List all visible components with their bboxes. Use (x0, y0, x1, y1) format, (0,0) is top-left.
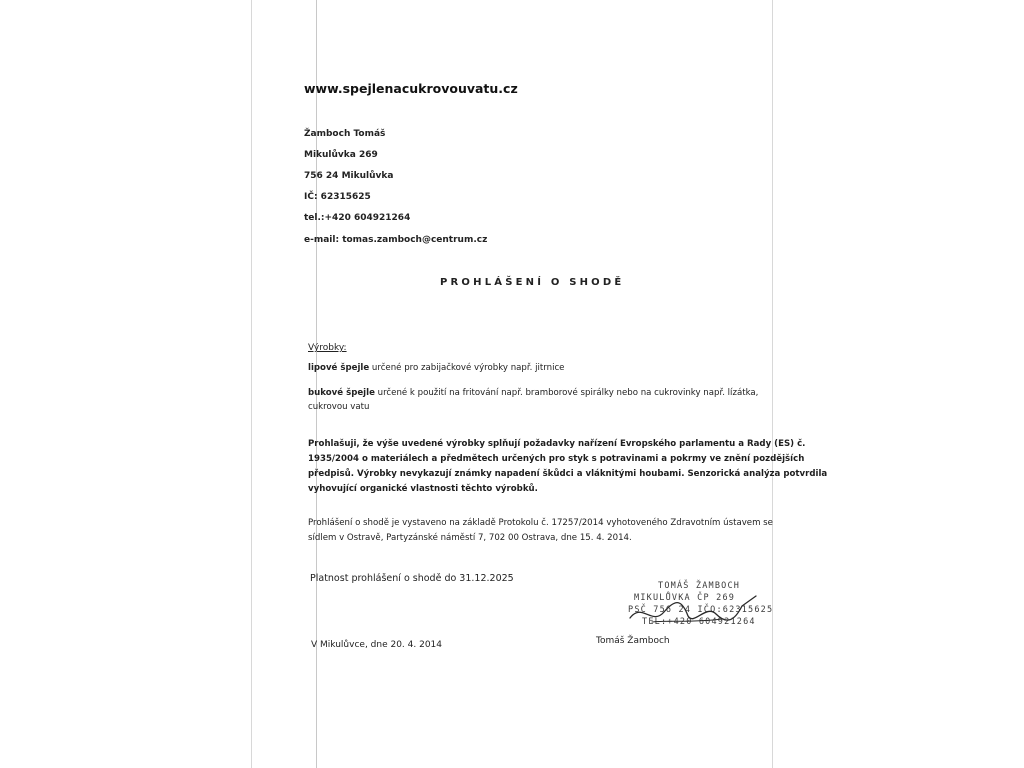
product-item-beech (308, 388, 758, 398)
stamp-line: PSČ 756 24 IČO:62315625 (628, 605, 774, 615)
handwritten-signature (622, 592, 762, 632)
place-and-date: V Mikulůvce, dne 20. 4. 2014 (311, 640, 443, 650)
address-city: 756 24 Mikulůvka (304, 171, 394, 181)
declaration-line: předpisů. Výrobky nevykazují známky napadení škůdci a vláknitými houbami. Senzorická analýza potvrdila (308, 469, 828, 479)
phone-number: tel.:+420 604921264 (304, 213, 411, 223)
basis-line: Prohlášení o shodě je vystaveno na základě Protokolu č. 17257/2014 vyhotoveného Zdravotním ústavem se (308, 518, 773, 528)
document-title: PROHLÁŠENÍ O SHODĚ (440, 277, 625, 288)
declaration-line: vyhovující organické vlastnosti těchto výrobků. (308, 484, 538, 494)
product-description-cont: cukrovou vatu (308, 402, 370, 412)
email-address: e-mail: tomas.zamboch@centrum.cz (304, 235, 488, 245)
declaration-paragraph (308, 437, 827, 497)
company-name: Žamboch Tomáš (304, 129, 386, 139)
validity-statement: Platnost prohlášení o shodě do 31.12.2025 (310, 573, 514, 584)
products-heading: Výrobky: (308, 343, 347, 353)
website-url: www.spejlenacukrovouvatu.cz (304, 81, 518, 96)
product-description: určené pro zabijačkové výrobky např. jitrnice (369, 363, 565, 373)
declaration-line: Prohlašuji, že výše uvedené výrobky splňují požadavky nařízení Evropského parlamentu a Rady (ES) č. (308, 439, 806, 449)
declaration-line: 1935/2004 o materiálech a předmětech určených pro styk s potravinami a pokrmy ve znění pozdějších (308, 454, 805, 464)
product-name: lipové špejle (308, 363, 370, 373)
product-description: určené k použití na fritování např. bramborové spirálky nebo na cukrovinky např. lízátka, (374, 388, 759, 398)
scan-edge-right (772, 0, 773, 768)
basis-line: sídlem v Ostravě, Partyzánské náměstí 7, 702 00 Ostrava, dne 15. 4. 2014. (308, 533, 632, 543)
stamp-line: TEL:+420 604921264 (642, 617, 756, 627)
signer-name: Tomáš Žamboch (596, 636, 670, 646)
stamp-line: MIKULŮVKA ČP 269 (634, 593, 736, 603)
stamp-line: TOMÁŠ ŽAMBOCH (658, 581, 741, 591)
address-street: Mikulůvka 269 (304, 150, 378, 160)
scan-fold-line (316, 0, 317, 768)
scan-edge-left (251, 0, 252, 768)
basis-paragraph (308, 516, 773, 546)
company-id: IČ: 62315625 (304, 192, 371, 202)
product-item-lime (308, 363, 564, 373)
product-name: bukové špejle (308, 388, 375, 398)
